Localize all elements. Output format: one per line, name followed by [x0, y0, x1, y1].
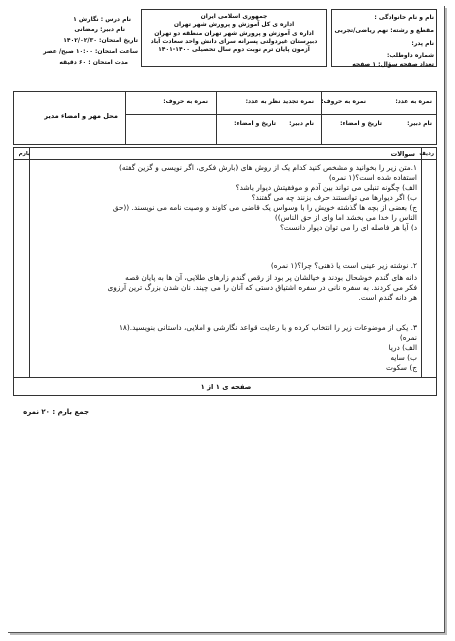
seat-number-label: شماره داوطلب:	[387, 52, 434, 59]
score-number-label: نمره به عدد:	[395, 98, 432, 105]
questions-column-header: سوالات	[390, 150, 415, 158]
question-line: ب) سایه	[390, 353, 417, 362]
teacher1-name-label: نام دبیر:	[407, 120, 432, 127]
question-line: استفاده شده است؟(۱ نمره)	[328, 173, 417, 182]
total-score: جمع بارم : ۲۰ نمره	[23, 408, 89, 416]
exam-page	[8, 6, 445, 633]
score-letters-label: نمره به حروف:	[321, 98, 366, 105]
question-line: فکر می کردند. به سفره نانی در سفره اشتیاق دستی که آنان را می چیند. نان شدن بزرگ ترین آرزوی	[107, 283, 417, 292]
question-line: الناس را خدا می بخشد اما وای از حق الناس))	[274, 213, 417, 222]
teacher2-name-label: نام دبیر:	[289, 120, 314, 127]
course-label: نام درس : نگارش ۱	[73, 16, 131, 23]
exam-duration-label: مدت امتحان : ۶۰ دقیقه	[59, 59, 128, 66]
score-column-header: بارم	[18, 151, 30, 157]
question-line: نمره)	[399, 333, 417, 342]
question-line: د) آیا هر فاصله ای را می توان دیوار دانست؟	[279, 223, 417, 232]
exam-title-line: آزمون پایان ترم نوبت دوم سال تحصیلی ۱۴۰۰-۱۴۰۱	[158, 46, 310, 54]
teacher1-sign-label: تاریخ و امضاء:	[340, 120, 382, 127]
question-line: الف) دریا	[388, 343, 417, 352]
question-line: هر دانه گندم است.	[358, 293, 417, 302]
question-line: ۲. نوشته زیر عینی است یا ذهنی؟ چرا؟(۱ نمره)	[270, 261, 417, 270]
school-info-box	[141, 9, 327, 67]
grade-label: مقطع و رشته: نهم ریاضی/تجربی	[334, 27, 434, 34]
school-name-line: دبیرستان غیردولتی پسرانه سرای دانش واحد سعادت آباد	[150, 37, 318, 45]
question-line: ۱.متن زیر را بخوانید و مشخص کنید کدام یک از روش های (بارش فکری، اگر نویسی و گزین گفته)	[118, 163, 417, 172]
page-number: صفحه ی ۱ از ۱	[200, 383, 252, 391]
question-line: دانه های گندم خوشحال بودند و خیالشان پر بود از رقص گندم زارهای طلایی، آن ها به پایان قصه	[125, 273, 417, 282]
question-line: ۳. یکی از موضوعات زیر را انتخاب کرده و با رعایت قواعد نگارشی و املایی، داستانی بنویسید.(۱۸	[118, 323, 417, 332]
student-name-label: نام و نام خانوادگی :	[374, 14, 434, 21]
question-line: الف) چگونه تنبلی می تواند بین آدم و موفقیتش دیوار باشد؟	[235, 183, 417, 192]
review-letters-label: نمره به حروف:	[163, 98, 208, 105]
question-line: ج) سکوت	[385, 363, 417, 372]
exam-time-label: ساعت امتحان: ۱۰:۰۰ صبح/ عصر	[43, 48, 138, 55]
review-number-label: نمره تجدید نظر به عدد:	[245, 98, 314, 105]
row-column-header: ردیف	[419, 151, 434, 157]
question-line: ج) بعضی از بچه ها گذشته خویش را با وسواس یک قاضی می کاوند و وصیت نامه می نویسند. ((حق	[112, 203, 417, 212]
teacher-label: نام دبیر: رمضانی	[74, 26, 125, 33]
question-line: ب) اگر دیوارها می توانستند حرف بزنند چه می گفتند؟	[251, 193, 417, 202]
republic-line: جمهوری اسلامی ایران	[200, 13, 268, 20]
page-count-label: تعداد صفحه سؤال: ۱ صفحه	[352, 61, 434, 68]
general-office-line: اداره ی کل آموزش و پرورش شهر تهران	[173, 21, 295, 29]
father-name-label: نام پدر:	[411, 40, 434, 47]
principal-seal-label: محل مهر و امضاء مدیر	[44, 112, 118, 120]
teacher2-sign-label: تاریخ و امضاء:	[234, 120, 276, 127]
district-office-line: اداره ی آموزش و پرورش شهر تهران منطقه دو تهران	[154, 29, 314, 37]
exam-date-label: تاریخ امتحان: ۱۴۰۲/۰۲/۳۰	[63, 37, 138, 44]
